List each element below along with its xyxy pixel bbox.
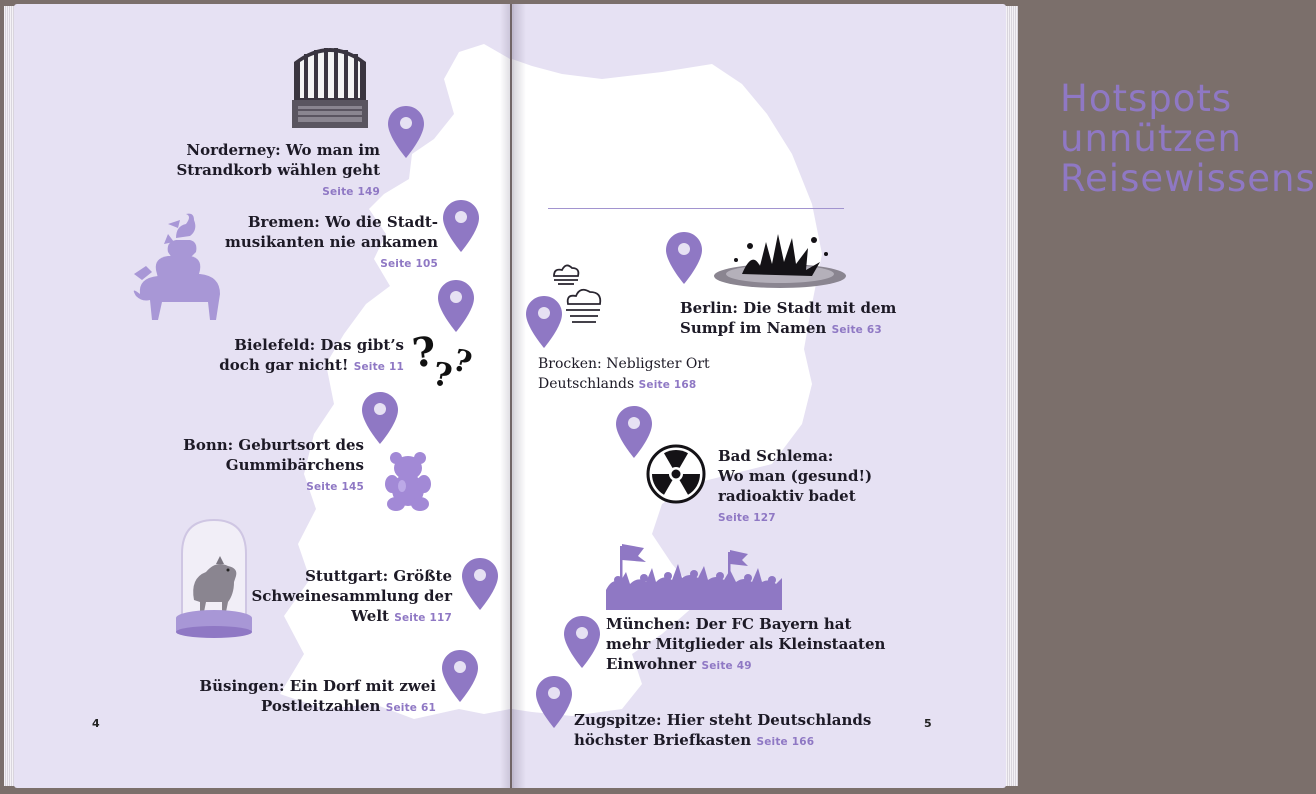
gummy-bear-icon: [384, 450, 432, 512]
swamp-splash-icon: [712, 230, 846, 294]
fans-crowd-icon: [606, 538, 782, 610]
entry-title-line: Schweinesammlung der: [251, 587, 452, 605]
entry-title-line: Deutschlands: [538, 376, 635, 392]
map-pin-icon[interactable]: [388, 106, 424, 158]
entry-title-line: Bonn: Geburtsort des: [183, 436, 364, 454]
entry-title-line: Berlin: Die Stadt mit dem: [680, 299, 897, 317]
title-line: Reisewissens: [1060, 157, 1316, 200]
entry-title-line: Zugspitze: Hier steht Deutschlands: [574, 711, 872, 729]
page-reference: Seite 166: [756, 736, 815, 748]
entry-title-line: Stuttgart: Größte: [305, 567, 452, 585]
entry-title-line: höchster Briefkasten: [574, 731, 752, 749]
radiation-icon: [646, 444, 706, 504]
entry-stuttgart[interactable]: [234, 566, 452, 628]
beach-chair-icon: [288, 40, 372, 130]
left-page: [14, 4, 510, 788]
map-pin-icon[interactable]: [666, 232, 702, 284]
entry-title-line: radioaktiv badet: [718, 487, 856, 505]
question-marks-icon: [409, 320, 482, 396]
entry-bielefeld[interactable]: [194, 335, 404, 377]
entry-norderney[interactable]: [164, 140, 380, 202]
entry-title-line: Bielefeld: Das gibt’s: [234, 336, 404, 354]
page-reference: Seite 145: [306, 481, 364, 493]
svg-text:?: ?: [409, 327, 439, 378]
page-reference: Seite 168: [638, 379, 697, 391]
page-reference: Seite 149: [322, 186, 380, 198]
page-number-left: 4: [92, 717, 100, 730]
page-reference: Seite 49: [701, 660, 752, 672]
map-pin-icon[interactable]: [443, 200, 479, 252]
germany-map-silhouette-left: [14, 4, 510, 788]
entry-title-line: Sumpf im Namen: [680, 319, 827, 337]
right-page: [512, 4, 1316, 788]
page-reference: Seite 61: [385, 702, 436, 714]
title-divider: [548, 208, 844, 209]
entry-title-line: Büsingen: Ein Dorf mit zwei: [199, 677, 436, 695]
entry-bremen[interactable]: [204, 212, 438, 274]
entry-title-line: Bremen: Wo die Stadt-: [247, 213, 438, 231]
map-pin-icon[interactable]: [564, 616, 600, 668]
page-reference: Seite 63: [831, 324, 882, 336]
map-pin-icon[interactable]: [362, 392, 398, 444]
page-number-right: 5: [924, 717, 932, 730]
entry-title-line: Norderney: Wo man im: [186, 141, 380, 159]
entry-title-line: Wo man (gesund!): [718, 467, 873, 485]
entry-title-line: München: Der FC Bayern hat: [606, 615, 852, 633]
page-title: [1060, 79, 1316, 199]
map-pin-icon[interactable]: [536, 676, 572, 728]
entry-muenchen[interactable]: [606, 614, 896, 676]
entry-bonn[interactable]: [154, 435, 364, 497]
map-pin-icon[interactable]: [462, 558, 498, 610]
entry-berlin[interactable]: [680, 298, 930, 340]
right-page-edge: [1004, 6, 1018, 786]
entry-title-line: Brocken: Nebligster Ort: [538, 356, 710, 372]
page-reference: Seite 127: [718, 512, 776, 524]
page-reference: Seite 105: [380, 258, 438, 270]
entry-title-line: Einwohner: [606, 655, 697, 673]
svg-text:?: ?: [429, 354, 456, 396]
entry-title-line: mehr Mitglieder als Kleinstaaten: [606, 635, 886, 653]
entry-title-line: doch gar nicht!: [219, 356, 349, 374]
entry-buesingen[interactable]: [174, 676, 436, 718]
entry-bad-schlema[interactable]: [718, 446, 918, 528]
entry-title-line: Postleitzahlen: [261, 697, 381, 715]
page-reference: Seite 117: [394, 612, 452, 624]
map-pin-icon[interactable]: [526, 296, 562, 348]
page-reference: Seite 11: [353, 361, 404, 373]
title-line: unnützen: [1060, 117, 1242, 160]
entry-title-line: Gummibärchens: [225, 456, 364, 474]
entry-brocken[interactable]: [538, 354, 758, 395]
map-pin-icon[interactable]: [442, 650, 478, 702]
entry-title-line: Strandkorb wählen geht: [176, 161, 380, 179]
entry-zugspitze[interactable]: [574, 710, 874, 752]
entry-title-line: musikanten nie ankamen: [225, 233, 438, 251]
entry-title-line: Welt: [351, 607, 389, 625]
title-line: Hotspots: [1060, 77, 1233, 120]
svg-text:?: ?: [448, 342, 476, 382]
entry-title-line: Bad Schlema:: [718, 447, 834, 465]
